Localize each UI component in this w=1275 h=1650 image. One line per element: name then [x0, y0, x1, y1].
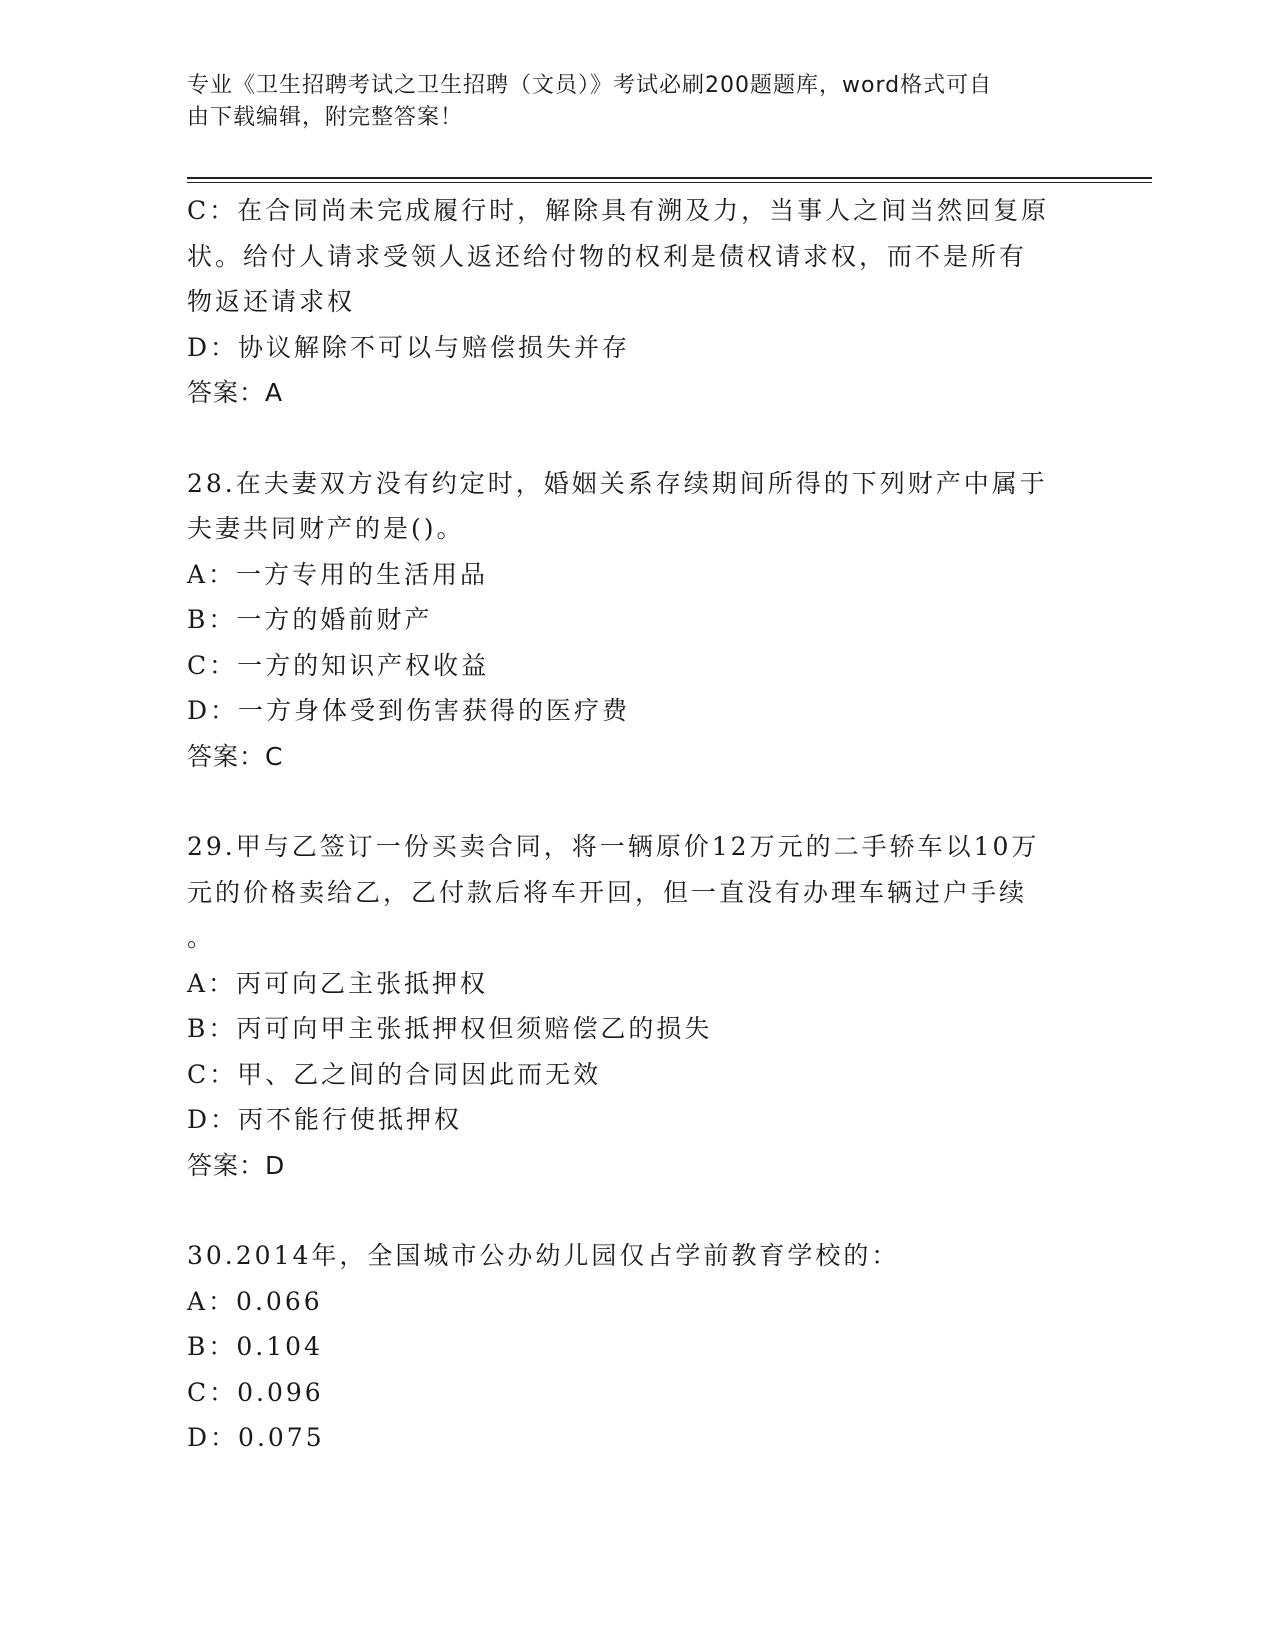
- option-d: D：协议解除不可以与赔偿损失并存: [187, 332, 631, 362]
- option-b: B：一方的婚前财产: [187, 605, 433, 634]
- option-b: B：0.104: [187, 1332, 323, 1361]
- answer: 答案：C: [187, 741, 284, 771]
- header-divider-thin: [187, 182, 1152, 183]
- option-c: C：0.096: [187, 1377, 324, 1407]
- question-content: [187, 188, 1087, 1461]
- option-c: C：甲、乙之间的合同因此而无效: [187, 1059, 602, 1089]
- option-c-line-1: C：在合同尚未完成履行时，解除具有溯及力，当事人之间当然回复原: [187, 196, 1050, 225]
- question-stem-line-1: 28.在夫妻双方没有约定时，婚姻关系存续期间所得的下列财产中属于: [187, 468, 1048, 498]
- header-line-2: 由下载编辑，附完整答案！: [187, 105, 464, 130]
- option-d: D：丙不能行使抵押权: [187, 1105, 463, 1134]
- header-line-1: 专业《卫生招聘考试之卫生招聘（文员）》考试必刷200题题库，word格式可自: [187, 73, 993, 98]
- question-stem-line-2: 夫妻共同财产的是()。: [187, 514, 465, 543]
- question-stem-line-2: 元的价格卖给乙，乙付款后将车开回，但一直没有办理车辆过户手续: [187, 877, 1028, 907]
- option-c-line-3: 物返还请求权: [187, 287, 356, 316]
- option-a: A：0.066: [187, 1286, 323, 1316]
- option-b: B：丙可向甲主张抵押权但须赔偿乙的损失: [187, 1014, 713, 1043]
- document-header: [187, 70, 1067, 134]
- option-c-line-2: 状。给付人请求受领人返还给付物的权利是债权请求权，而不是所有: [187, 241, 1028, 271]
- header-divider-thick: [187, 177, 1152, 179]
- question-29: [187, 824, 1087, 1188]
- option-a: A：丙可向乙主张抵押权: [187, 968, 489, 998]
- option-d: D：一方身体受到伤害获得的医疗费: [187, 696, 631, 725]
- answer: 答案：A: [187, 378, 284, 407]
- question-30: [187, 1233, 1087, 1461]
- question-28: [187, 461, 1087, 780]
- question-stem-line-1: 29.甲与乙签订一份买卖合同，将一辆原价12万元的二手轿车以10万: [187, 832, 1040, 861]
- answer: 答案：D: [187, 1150, 286, 1180]
- option-d: D：0.075: [187, 1423, 325, 1452]
- question-stem-line-3: 。: [187, 923, 216, 952]
- option-c: C：一方的知识产权收益: [187, 650, 490, 680]
- question-stem-line-1: 30.2014年，全国城市公办幼儿园仅占学前教育学校的：: [187, 1241, 900, 1270]
- option-a: A：一方专用的生活用品: [187, 559, 489, 589]
- previous-question-tail: [187, 188, 1087, 416]
